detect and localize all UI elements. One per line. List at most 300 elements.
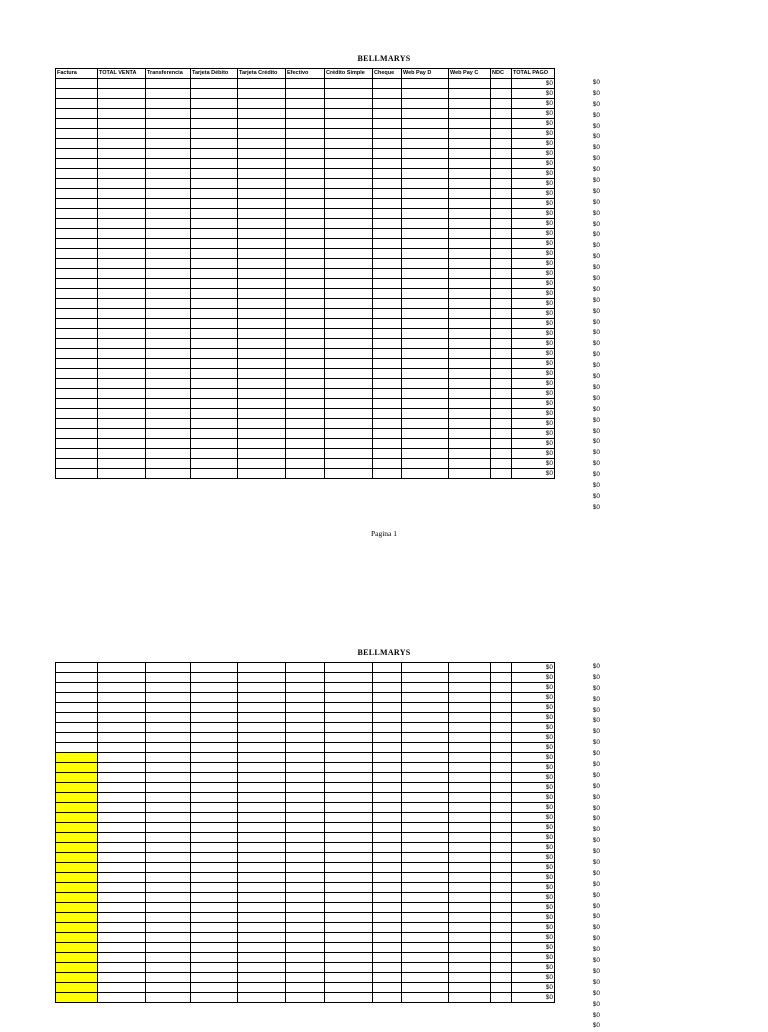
table-cell	[373, 149, 402, 159]
table-cell	[286, 893, 325, 903]
factura-cell	[56, 469, 98, 479]
total-pago-cell: $0	[512, 893, 555, 903]
total-pago-cell: $0	[512, 933, 555, 943]
table-cell	[402, 259, 449, 269]
table-cell	[449, 723, 491, 733]
table-cell	[402, 449, 449, 459]
table-cell	[449, 803, 491, 813]
table-cell	[98, 683, 146, 693]
table-cell	[449, 693, 491, 703]
table-cell	[373, 913, 402, 923]
table-cell	[373, 703, 402, 713]
table-cell	[286, 713, 325, 723]
table-cell	[373, 673, 402, 683]
outside-value: $0	[592, 848, 600, 856]
table-cell	[491, 139, 512, 149]
table-cell	[238, 189, 286, 199]
table-cell	[98, 389, 146, 399]
outside-value: $0	[592, 296, 600, 304]
table-cell	[491, 229, 512, 239]
table-cell	[491, 973, 512, 983]
table-row	[56, 119, 555, 129]
total-pago-cell: $0	[512, 783, 555, 793]
table-cell	[286, 229, 325, 239]
table-cell	[325, 169, 373, 179]
table-cell	[449, 913, 491, 923]
table-cell	[491, 833, 512, 843]
table-cell	[146, 743, 191, 753]
table-cell	[402, 309, 449, 319]
outside-value: $0	[592, 416, 600, 424]
table-cell	[491, 983, 512, 993]
total-pago-cell: $0	[512, 803, 555, 813]
factura-cell	[56, 249, 98, 259]
table-cell	[191, 833, 238, 843]
table-cell	[98, 993, 146, 1003]
table-cell	[491, 129, 512, 139]
header-row	[56, 69, 555, 79]
factura-cell	[56, 109, 98, 119]
table-cell	[238, 783, 286, 793]
factura-cell	[56, 703, 98, 713]
table-cell	[146, 923, 191, 933]
outside-value: $0	[592, 750, 600, 758]
table-cell	[325, 319, 373, 329]
table-cell	[402, 159, 449, 169]
table-cell	[146, 409, 191, 419]
column-header: Tarjeta Débito	[191, 69, 238, 79]
table-cell	[402, 139, 449, 149]
table-cell	[191, 963, 238, 973]
table-cell	[491, 933, 512, 943]
table-cell	[238, 683, 286, 693]
table-cell	[325, 773, 373, 783]
table-cell	[146, 229, 191, 239]
table-cell	[286, 883, 325, 893]
table-cell	[238, 179, 286, 189]
total-pago-cell: $0	[512, 159, 555, 169]
total-pago-cell: $0	[512, 683, 555, 693]
table-cell	[146, 399, 191, 409]
table-cell	[98, 943, 146, 953]
table-cell	[325, 379, 373, 389]
total-pago-cell: $0	[512, 199, 555, 209]
table-cell	[402, 673, 449, 683]
total-pago-cell: $0	[512, 993, 555, 1003]
table-cell	[373, 299, 402, 309]
table-cell	[373, 399, 402, 409]
table-cell	[238, 883, 286, 893]
outside-value: $0	[592, 913, 600, 921]
table-cell	[449, 943, 491, 953]
table-cell	[325, 369, 373, 379]
table-cell	[402, 833, 449, 843]
table-cell	[98, 329, 146, 339]
table-row	[56, 753, 555, 763]
table-cell	[402, 953, 449, 963]
factura-cell	[56, 389, 98, 399]
total-pago-cell: $0	[512, 673, 555, 683]
table-cell	[238, 963, 286, 973]
table-cell	[491, 289, 512, 299]
table-cell	[146, 893, 191, 903]
table-cell	[191, 109, 238, 119]
table-row	[56, 783, 555, 793]
table-cell	[491, 763, 512, 773]
factura-cell	[56, 339, 98, 349]
table-cell	[191, 149, 238, 159]
table-cell	[402, 179, 449, 189]
table-cell	[146, 663, 191, 673]
outside-value: $0	[592, 340, 600, 348]
table-cell	[98, 339, 146, 349]
table-cell	[191, 199, 238, 209]
table-cell	[449, 369, 491, 379]
table-cell	[191, 359, 238, 369]
table-cell	[191, 249, 238, 259]
table-cell	[98, 773, 146, 783]
outside-value: $0	[592, 880, 600, 888]
table-cell	[402, 149, 449, 159]
total-pago-cell: $0	[512, 663, 555, 673]
table-cell	[325, 953, 373, 963]
table-cell	[325, 79, 373, 89]
table-cell	[373, 983, 402, 993]
table-cell	[491, 399, 512, 409]
table-cell	[286, 289, 325, 299]
table-cell	[286, 119, 325, 129]
table-cell	[191, 853, 238, 863]
outside-value: $0	[592, 285, 600, 293]
factura-cell	[56, 813, 98, 823]
table-cell	[325, 913, 373, 923]
table-row	[56, 793, 555, 803]
factura-cell	[56, 139, 98, 149]
table-cell	[146, 763, 191, 773]
table-cell	[238, 743, 286, 753]
table-cell	[286, 199, 325, 209]
factura-cell	[56, 179, 98, 189]
outside-value: $0	[592, 177, 600, 185]
factura-cell	[56, 129, 98, 139]
table-cell	[191, 129, 238, 139]
table-cell	[191, 983, 238, 993]
table-cell	[146, 833, 191, 843]
table-row	[56, 219, 555, 229]
outside-value: $0	[592, 275, 600, 283]
table-cell	[449, 109, 491, 119]
table-cell	[238, 259, 286, 269]
table-cell	[491, 693, 512, 703]
table-cell	[238, 953, 286, 963]
table-cell	[238, 389, 286, 399]
table-cell	[325, 109, 373, 119]
table-cell	[191, 893, 238, 903]
table-cell	[449, 79, 491, 89]
table-cell	[191, 309, 238, 319]
total-pago-cell: $0	[512, 693, 555, 703]
table-cell	[325, 189, 373, 199]
table-cell	[238, 199, 286, 209]
table-cell	[146, 863, 191, 873]
table-cell	[286, 683, 325, 693]
table-cell	[402, 429, 449, 439]
table-cell	[325, 693, 373, 703]
table-cell	[286, 109, 325, 119]
table-cell	[449, 339, 491, 349]
table-cell	[191, 89, 238, 99]
table-cell	[449, 259, 491, 269]
table-cell	[146, 349, 191, 359]
table-cell	[238, 733, 286, 743]
table-cell	[373, 109, 402, 119]
table-cell	[98, 923, 146, 933]
table-cell	[146, 179, 191, 189]
table-cell	[491, 99, 512, 109]
factura-cell	[56, 289, 98, 299]
total-pago-cell: $0	[512, 179, 555, 189]
total-pago-cell: $0	[512, 439, 555, 449]
table-cell	[191, 469, 238, 479]
table-cell	[238, 863, 286, 873]
table-cell	[325, 399, 373, 409]
table-cell	[325, 703, 373, 713]
table-cell	[191, 289, 238, 299]
table-cell	[449, 149, 491, 159]
factura-cell	[56, 963, 98, 973]
column-header: NDC	[491, 69, 512, 79]
table-cell	[491, 663, 512, 673]
factura-cell	[56, 953, 98, 963]
table-cell	[402, 873, 449, 883]
total-pago-cell: $0	[512, 139, 555, 149]
table-cell	[238, 149, 286, 159]
table-cell	[491, 79, 512, 89]
table-cell	[491, 673, 512, 683]
table-cell	[98, 953, 146, 963]
table-cell	[286, 149, 325, 159]
table-cell	[286, 299, 325, 309]
table-cell	[146, 993, 191, 1003]
table-cell	[191, 693, 238, 703]
outside-value: $0	[592, 782, 600, 790]
table-cell	[286, 179, 325, 189]
table-cell	[449, 963, 491, 973]
table-cell	[191, 209, 238, 219]
table-cell	[491, 873, 512, 883]
table-row	[56, 953, 555, 963]
column-header: Web Pay D	[402, 69, 449, 79]
table-cell	[238, 893, 286, 903]
total-pago-cell: $0	[512, 349, 555, 359]
table-cell	[449, 309, 491, 319]
table-cell	[373, 199, 402, 209]
table-cell	[402, 169, 449, 179]
table-cell	[98, 753, 146, 763]
table-cell	[402, 893, 449, 903]
total-pago-cell: $0	[512, 259, 555, 269]
factura-cell	[56, 359, 98, 369]
table-cell	[325, 763, 373, 773]
table-cell	[191, 459, 238, 469]
outside-value: $0	[592, 706, 600, 714]
table-cell	[373, 713, 402, 723]
table-cell	[373, 449, 402, 459]
table-cell	[402, 853, 449, 863]
table-cell	[449, 399, 491, 409]
table-cell	[238, 409, 286, 419]
table-cell	[402, 663, 449, 673]
table-cell	[286, 399, 325, 409]
table-cell	[325, 249, 373, 259]
table-cell	[98, 763, 146, 773]
outside-value: $0	[592, 394, 600, 402]
total-pago-cell: $0	[512, 379, 555, 389]
table-cell	[449, 139, 491, 149]
table-cell	[491, 339, 512, 349]
table-cell	[238, 983, 286, 993]
table-cell	[191, 703, 238, 713]
table-row	[56, 289, 555, 299]
table-cell	[98, 803, 146, 813]
outside-value: $0	[592, 891, 600, 899]
table-cell	[98, 813, 146, 823]
total-pago-cell: $0	[512, 863, 555, 873]
factura-cell	[56, 369, 98, 379]
table-cell	[402, 339, 449, 349]
table-row	[56, 149, 555, 159]
table-cell	[373, 783, 402, 793]
table-row	[56, 853, 555, 863]
table-cell	[325, 963, 373, 973]
total-pago-cell: $0	[512, 279, 555, 289]
table-cell	[491, 419, 512, 429]
outside-value: $0	[592, 100, 600, 108]
table-cell	[238, 219, 286, 229]
outside-values-column-2	[555, 662, 600, 1032]
table-cell	[238, 309, 286, 319]
table-cell	[373, 459, 402, 469]
table-cell	[98, 359, 146, 369]
table-row	[56, 309, 555, 319]
table-row	[56, 439, 555, 449]
table-row	[56, 863, 555, 873]
table-row	[56, 449, 555, 459]
outside-value: $0	[592, 383, 600, 391]
table-cell	[98, 743, 146, 753]
table-cell	[286, 753, 325, 763]
factura-cell	[56, 713, 98, 723]
table-cell	[146, 903, 191, 913]
table-cell	[373, 883, 402, 893]
table-row	[56, 209, 555, 219]
table-cell	[373, 903, 402, 913]
table-cell	[373, 159, 402, 169]
table-cell	[191, 943, 238, 953]
table-cell	[191, 349, 238, 359]
table-cell	[491, 149, 512, 159]
table-cell	[146, 733, 191, 743]
total-pago-cell: $0	[512, 289, 555, 299]
table-cell	[191, 883, 238, 893]
table-cell	[402, 753, 449, 763]
table-cell	[286, 933, 325, 943]
table-cell	[449, 863, 491, 873]
table-cell	[373, 339, 402, 349]
table-cell	[325, 449, 373, 459]
outside-value: $0	[592, 924, 600, 932]
table-cell	[402, 89, 449, 99]
factura-cell	[56, 199, 98, 209]
total-pago-cell: $0	[512, 793, 555, 803]
total-pago-cell: $0	[512, 713, 555, 723]
table-cell	[238, 229, 286, 239]
table-cell	[325, 219, 373, 229]
table-cell	[325, 409, 373, 419]
table-cell	[238, 99, 286, 109]
table-row	[56, 773, 555, 783]
table-cell	[238, 713, 286, 723]
table-cell	[449, 973, 491, 983]
table-cell	[191, 189, 238, 199]
table-cell	[449, 349, 491, 359]
table-cell	[325, 259, 373, 269]
table-cell	[402, 419, 449, 429]
table-row	[56, 359, 555, 369]
outside-value: $0	[592, 739, 600, 747]
table-cell	[238, 853, 286, 863]
factura-cell	[56, 843, 98, 853]
table-cell	[491, 793, 512, 803]
table-cell	[491, 723, 512, 733]
table-cell	[286, 813, 325, 823]
table-cell	[402, 439, 449, 449]
table-cell	[146, 973, 191, 983]
table-cell	[402, 693, 449, 703]
table-cell	[286, 279, 325, 289]
table-cell	[191, 763, 238, 773]
table-cell	[402, 209, 449, 219]
table-cell	[98, 319, 146, 329]
table-cell	[491, 813, 512, 823]
table-cell	[402, 993, 449, 1003]
table-cell	[449, 843, 491, 853]
total-pago-cell: $0	[512, 963, 555, 973]
table-cell	[286, 833, 325, 843]
table-row	[56, 973, 555, 983]
table-cell	[402, 109, 449, 119]
table-row	[56, 349, 555, 359]
table-cell	[286, 359, 325, 369]
table-cell	[402, 913, 449, 923]
table-cell	[146, 983, 191, 993]
table-cell	[491, 299, 512, 309]
column-header: Efectivo	[286, 69, 325, 79]
outside-value: $0	[592, 405, 600, 413]
total-pago-cell: $0	[512, 409, 555, 419]
total-pago-cell: $0	[512, 953, 555, 963]
table-cell	[146, 189, 191, 199]
table-cell	[98, 793, 146, 803]
table-cell	[325, 843, 373, 853]
table-cell	[325, 663, 373, 673]
table-cell	[98, 963, 146, 973]
table-row	[56, 399, 555, 409]
table-cell	[191, 923, 238, 933]
table-cell	[491, 239, 512, 249]
table-cell	[286, 903, 325, 913]
table-cell	[238, 209, 286, 219]
